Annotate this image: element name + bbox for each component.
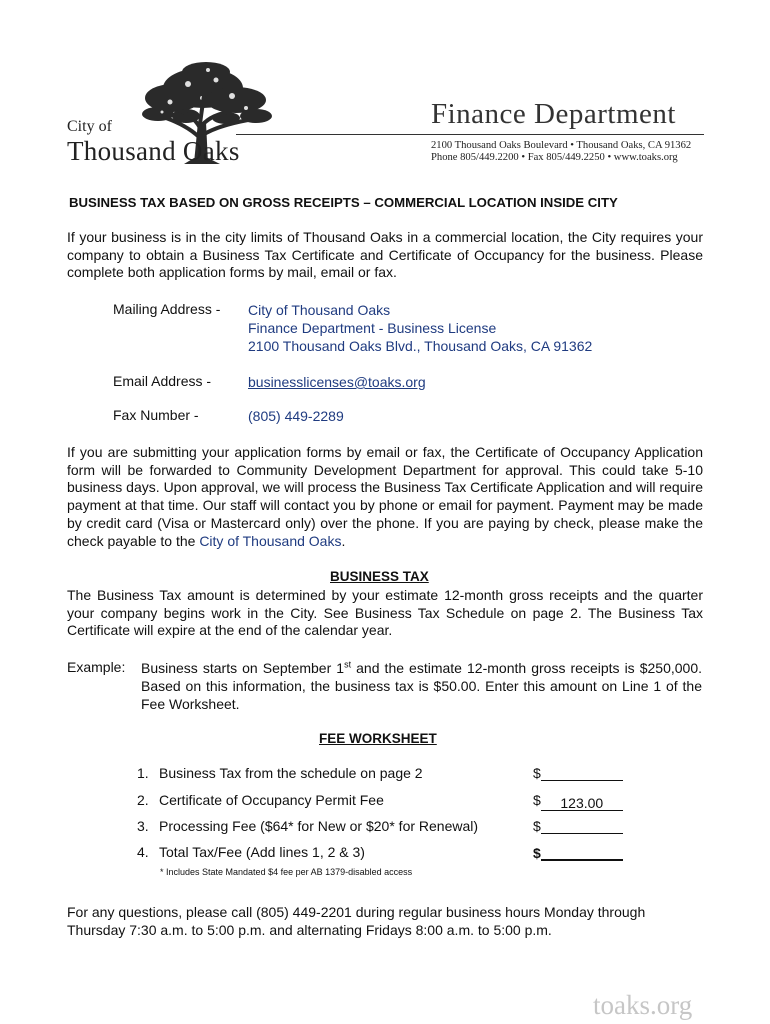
- submission-text: If you are submitting your application forms by email or fax, the Certificate of Occupancy Application form will be forwarded to Community Development Department for approval. This could take 5-10 business days. Upon approval, we will process the Business Tax Certificate Application and will require payment at that time. Our staff will contact you by phone or email for payment. Payment may be made by credit card (Visa or Mastercard only) over the phone. If you are paying by check, please make the check payable to the: [67, 444, 703, 549]
- amount-value: 123.00: [541, 795, 623, 811]
- document-title: BUSINESS TAX BASED ON GROSS RECEIPTS – COMMERCIAL LOCATION INSIDE CITY: [69, 195, 618, 210]
- worksheet-row-2: [137, 792, 384, 808]
- fax-number: (805) 449-2289: [248, 408, 344, 424]
- amount-blank[interactable]: [541, 818, 623, 834]
- currency-symbol: $: [533, 845, 541, 861]
- submission-end: .: [341, 532, 346, 549]
- mailing-line: 2100 Thousand Oaks Blvd., Thousand Oaks, CA 91362: [248, 338, 593, 354]
- row-number: 4.: [137, 844, 149, 860]
- currency-symbol: $: [533, 765, 541, 781]
- currency-symbol: $: [533, 792, 541, 808]
- department-title: Finance Department: [431, 98, 676, 130]
- row-label: Total Tax/Fee (Add lines 1, 2 & 3): [159, 844, 365, 860]
- row-label: Certificate of Occupancy Permit Fee: [159, 792, 384, 808]
- business-tax-heading: BUSINESS TAX: [330, 569, 429, 584]
- row-number: 3.: [137, 818, 149, 834]
- logo-city-of: City of: [67, 118, 112, 135]
- worksheet-amount-1[interactable]: [533, 765, 623, 781]
- fee-worksheet-heading: FEE WORKSHEET: [319, 731, 437, 746]
- row-label: Business Tax from the schedule on page 2: [159, 765, 423, 781]
- worksheet-amount-2: [533, 792, 623, 811]
- footer-website: toaks.org: [593, 990, 693, 1020]
- example-text-after: and the estimate 12-month gross receipts is $250,000. Based on this information, the business tax is $50.00. Enter this amount on Line 1 of the Fee Worksheet.: [141, 660, 703, 712]
- row-number: 2.: [137, 792, 149, 808]
- payee-name: City of Thousand Oaks: [199, 532, 342, 549]
- worksheet-row-3: [137, 818, 478, 834]
- worksheet-amount-3[interactable]: [533, 818, 623, 834]
- logo-city-name: Thousand Oaks: [67, 136, 240, 166]
- mailing-line: Finance Department - Business License: [248, 320, 497, 336]
- department-address: [431, 140, 691, 164]
- currency-symbol: $: [533, 818, 541, 834]
- row-label: Processing Fee ($64* for New or $20* for Renewal): [159, 818, 479, 834]
- address-line: 2100 Thousand Oaks Boulevard • Thousand Oaks, CA 91362: [431, 140, 692, 151]
- submission-paragraph: [67, 444, 703, 550]
- email-address-label: Email Address -: [113, 373, 212, 389]
- mailing-address: [248, 301, 592, 355]
- mailing-line: City of Thousand Oaks: [248, 302, 391, 318]
- example-ordinal: st: [344, 659, 352, 670]
- fee-footnote: * Includes State Mandated $4 fee per AB 1379-disabled access: [160, 867, 413, 877]
- example-text: [141, 659, 702, 713]
- contact-line: Phone 805/449.2200 • Fax 805/449.2250 • www.toaks.org: [431, 152, 678, 163]
- fax-number-label: Fax Number -: [113, 407, 199, 423]
- example-label: Example:: [67, 659, 126, 675]
- business-tax-paragraph: The Business Tax amount is determined by your estimate 12-month gross receipts and the quarter your company begins work in the City. See Business Tax Schedule on page 2. The Business Tax Certificate will expire at the end of the calendar year.: [67, 587, 703, 639]
- amount-blank[interactable]: [541, 844, 623, 861]
- header-rule: [236, 134, 704, 135]
- row-number: 1.: [137, 765, 149, 781]
- worksheet-row-4: [137, 844, 365, 860]
- example-text-before: Business starts on September 1: [141, 660, 345, 676]
- worksheet-amount-4[interactable]: [533, 844, 623, 861]
- mailing-address-label: Mailing Address -: [113, 301, 221, 317]
- worksheet-row-1: [137, 765, 423, 781]
- email-link[interactable]: businesslicenses@toaks.org: [248, 374, 426, 390]
- amount-blank[interactable]: [541, 765, 623, 781]
- questions-paragraph: For any questions, please call (805) 449-2201 during regular business hours Monday through Thursday 7:30 a.m. to 5:00 p.m. and alternating Fridays 8:00 a.m. to 5:00 p.m.: [67, 904, 646, 938]
- intro-paragraph: If your business is in the city limits of Thousand Oaks in a commercial location, the City requires your company to obtain a Business Tax Certificate and Certificate of Occupancy for the business. Please complete both application forms by mail, email or fax.: [67, 229, 703, 281]
